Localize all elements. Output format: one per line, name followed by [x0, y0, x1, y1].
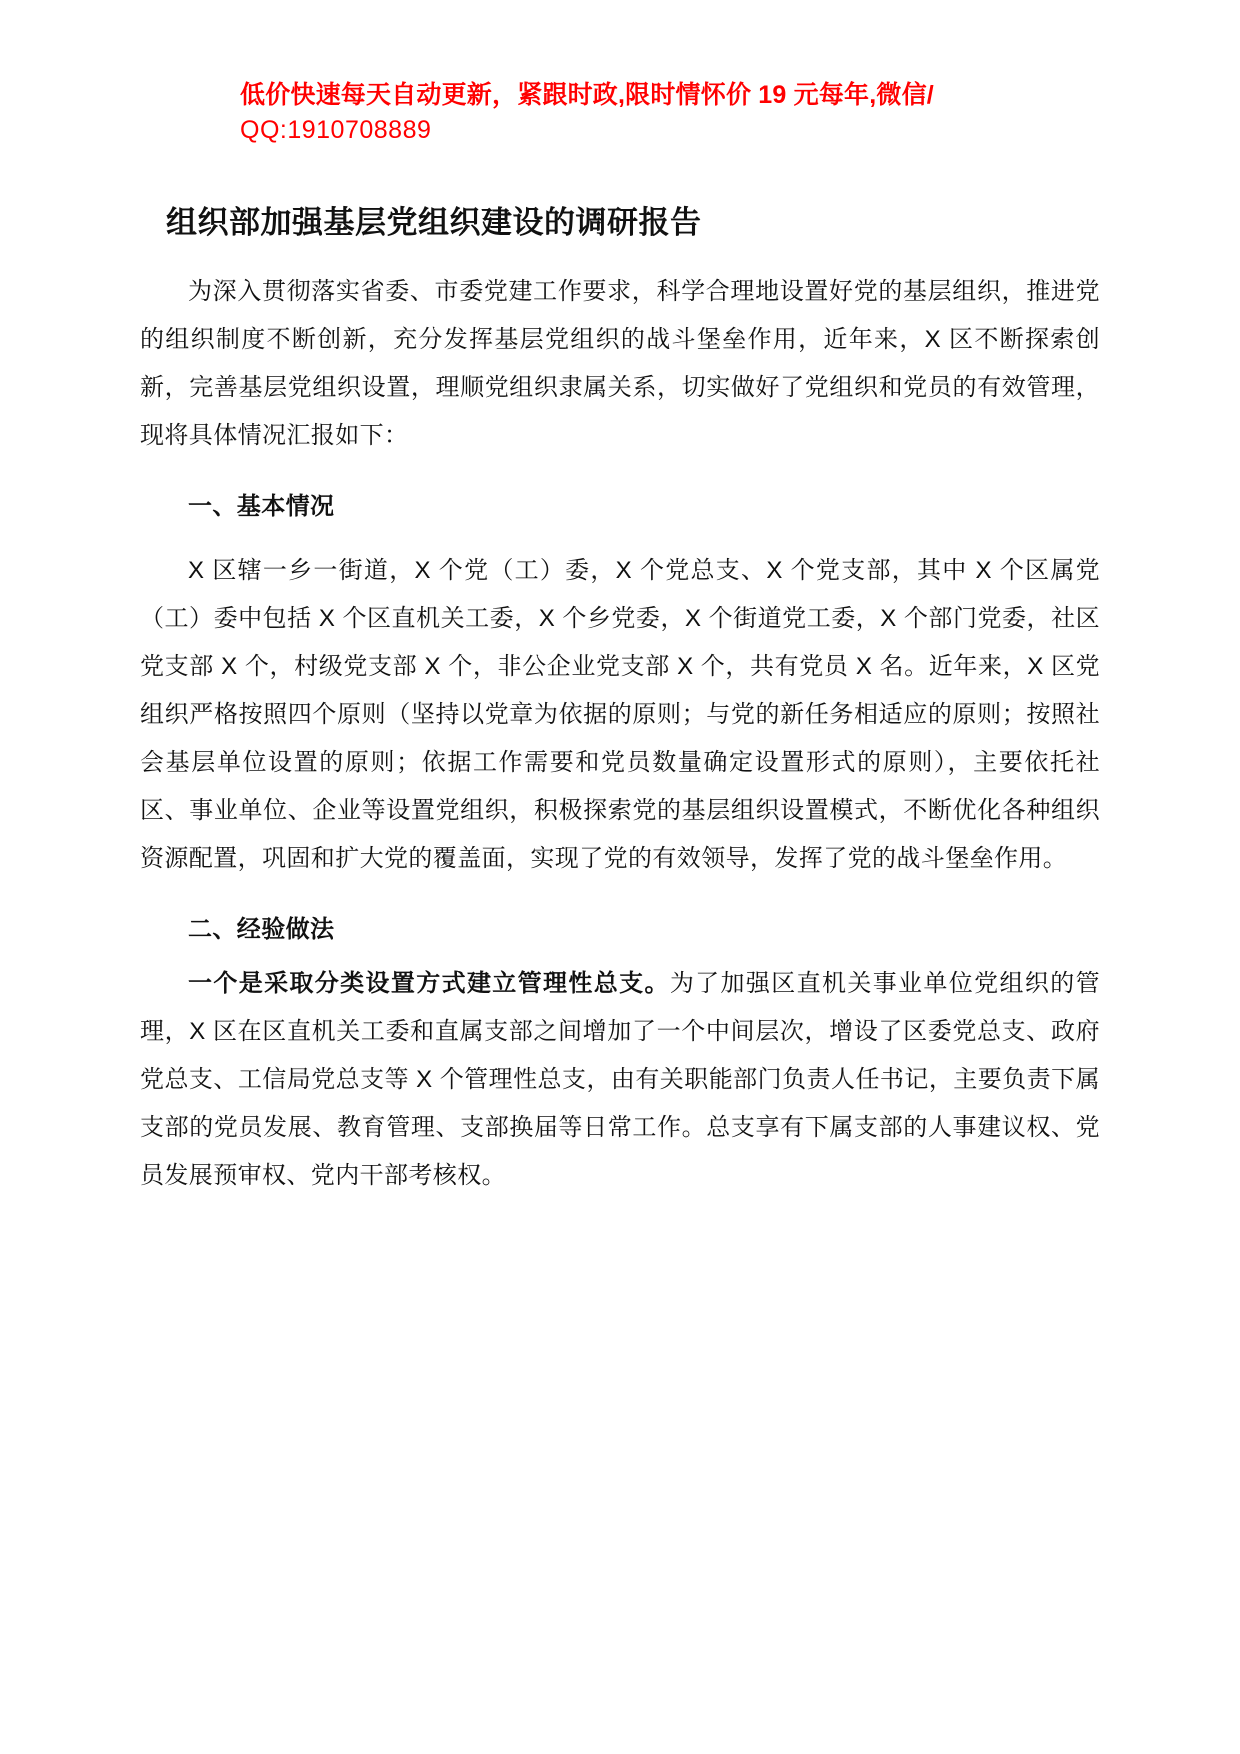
- page-title: 组织部加强基层党组织建设的调研报告: [166, 205, 702, 240]
- subsection-body-text: 为了加强区直机关事业单位党组织的管理，X 区在区直机关工委和直属支部之间增加了一个中间层次，增设了区委党总支、政府党总支、工信局党总支等 X 个管理性总支，由有关职能部门负责人任书记，主要负责下属支部的党员发展、教育管理、支部换届等日常工作。总支享有下属支部的人事建议权、党员发展预审权、党内干部考核权。: [140, 970, 1100, 1189]
- subsection-lead-text: 一个是采取分类设置方式建立管理性总支。: [188, 970, 670, 997]
- section-body-basic-situation: X 区辖一乡一街道，X 个党（工）委，X 个党总支、X 个党支部，其中 X 个区属党（工）委中包括 X 个区直机关工委，X 个乡党委，X 个街道党工委，X 个部门党委，社区党支部 X 个，村级党支部 X 个，非公企业党支部 X 个，共有党员 X 名。近年来，X 区党组织严格按照四个原则（坚持以党章为依据的原则；与党的新任务相适应的原则；按照社会基层单位设置的原则；依据工作需要和党员数量确定设置形式的原则），主要依托社区、事业单位、企业等设置党组织，积极探索党的基层组织设置模式，不断优化各种组织资源配置，巩固和扩大党的覆盖面，实现了党的有效领导，发挥了党的战斗堡垒作用。: [140, 557, 1100, 872]
- ad-banner-line-2: QQ:1910708889: [240, 115, 432, 144]
- section-heading-basic-situation: 一、基本情况: [188, 493, 335, 520]
- section-heading-experience-practice: 二、经验做法: [188, 916, 335, 943]
- intro-paragraph: 为深入贯彻落实省委、市委党建工作要求，科学合理地设置好党的基层组织，推进党的组织制度不断创新，充分发挥基层党组织的战斗堡垒作用，近年来，X 区不断探索创新，完善基层党组织设置，理顺党组织隶属关系，切实做好了党组织和党员的有效管理，现将具体情况汇报如下：: [140, 278, 1100, 449]
- subsection-paragraph-classified-setup: [140, 960, 1100, 1200]
- ad-banner-line-1: 低价快速每天自动更新，紧跟时政,限时情怀价 19 元每年,微信/: [240, 81, 934, 109]
- advertisement-banner: [240, 78, 960, 147]
